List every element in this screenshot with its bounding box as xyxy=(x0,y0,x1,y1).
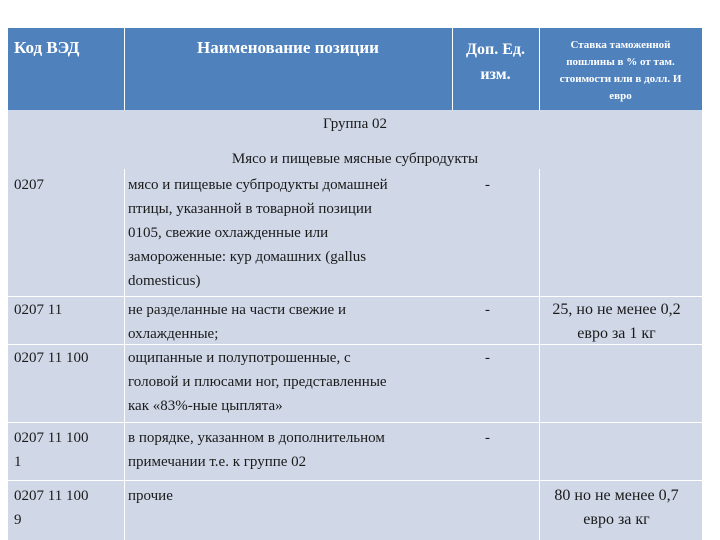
code-line: 0207 11 100 xyxy=(14,488,89,504)
header-code: Код ВЭД xyxy=(14,38,80,57)
unit-cell: - xyxy=(485,302,490,318)
name-line: ощипанные и полупотрошенные, с xyxy=(128,350,351,366)
code-line: 0207 xyxy=(14,177,44,193)
name-line: не разделанные на части свежие и xyxy=(128,302,346,318)
code-cell xyxy=(14,426,114,474)
row-divider xyxy=(8,422,702,423)
group-subtitle: Мясо и пищевые мясные субпродукты xyxy=(231,151,479,167)
header-divider xyxy=(539,28,540,110)
unit-cell: - xyxy=(485,350,490,366)
unit-cell: - xyxy=(485,430,490,446)
code-cell xyxy=(14,346,114,370)
name-cell xyxy=(128,173,442,293)
name-line: прочие xyxy=(128,488,173,504)
group-title: Группа 02 xyxy=(323,116,387,132)
header-unit-line: Доп. Ед. xyxy=(466,41,525,58)
header-rate-line: стоимости или в долл. И xyxy=(559,73,682,85)
rate-line: 25, но не менее 0,2 xyxy=(552,301,681,318)
name-line: мясо и пищевые субпродукты домашней xyxy=(128,177,388,193)
name-line: в порядке, указанном в дополнительном xyxy=(128,430,385,446)
header-divider xyxy=(452,28,453,110)
row-divider xyxy=(8,296,702,297)
unit-cell: - xyxy=(485,177,490,193)
code-line: 0207 11 xyxy=(14,302,63,318)
code-line: 0207 11 100 xyxy=(14,430,89,446)
rate-cell xyxy=(531,298,702,346)
name-line: domesticus) xyxy=(128,273,201,289)
header-name: Наименование позиции xyxy=(197,38,379,57)
code-cell xyxy=(14,298,114,322)
code-line: 1 xyxy=(14,454,22,470)
header-unit-line: изм. xyxy=(480,66,511,83)
name-line: как «83%-ные цыплята» xyxy=(128,398,283,414)
header-divider xyxy=(124,28,125,110)
row-divider xyxy=(8,480,702,481)
name-cell xyxy=(128,484,442,508)
header-rate-line: пошлины в % от там. xyxy=(566,56,675,68)
name-line: 0105, свежие охлажденные или xyxy=(128,225,329,241)
name-line: примечании т.е. к группе 02 xyxy=(128,454,307,470)
code-line: 9 xyxy=(14,512,22,528)
name-cell xyxy=(128,346,442,418)
column-divider xyxy=(124,169,125,540)
rate-line: 80 но не менее 0,7 xyxy=(554,487,679,504)
header-rate-line: евро xyxy=(609,90,632,102)
code-cell xyxy=(14,484,114,532)
name-cell xyxy=(128,298,442,346)
rate-line: евро за 1 кг xyxy=(577,325,656,342)
header-rate xyxy=(539,28,702,110)
name-line: замороженные: кур домашних (gallus xyxy=(128,249,367,265)
name-line: птицы, указанной в товарной позиции xyxy=(128,201,372,217)
code-line: 0207 11 100 xyxy=(14,350,89,366)
name-line: охлажденные; xyxy=(128,326,219,342)
rate-line: евро за кг xyxy=(583,511,650,528)
name-cell xyxy=(128,426,442,474)
header-rate-line: Ставка таможенной xyxy=(570,39,671,51)
rate-cell xyxy=(531,484,702,532)
code-cell xyxy=(14,173,114,197)
header-unit xyxy=(452,28,539,110)
table-header xyxy=(8,28,702,110)
name-line: головой и плюсами ног, представленные xyxy=(128,374,387,390)
